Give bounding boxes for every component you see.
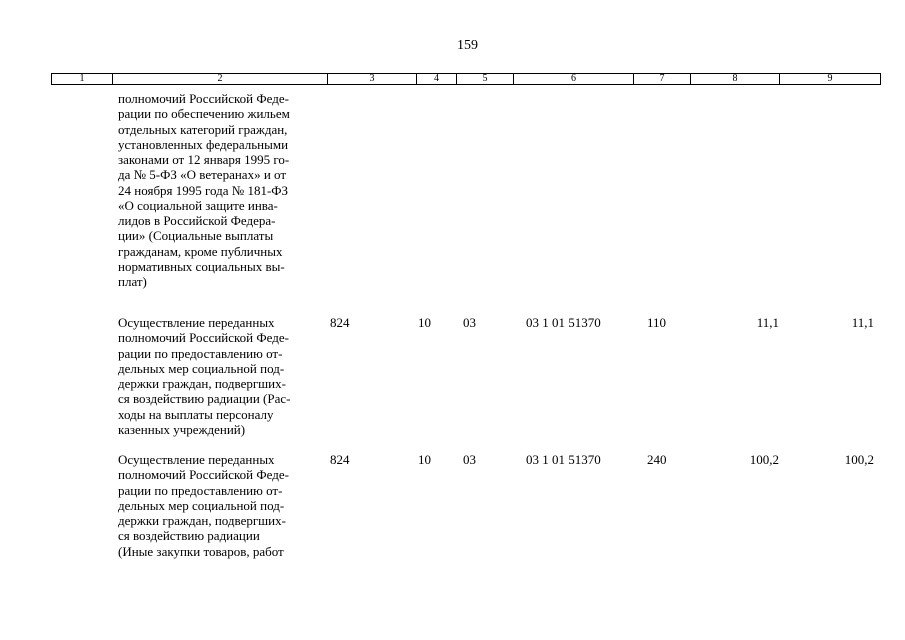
cell-ministry-code: 824 (330, 452, 350, 467)
description-line: казенных учреждений) (118, 421, 246, 437)
column-header-table (51, 73, 881, 85)
description-line: Осуществление переданных (118, 315, 275, 330)
cell-amount-col9: 11,1 (851, 315, 874, 330)
cell-section: 10 (418, 315, 431, 330)
column-header-7: 7 (634, 74, 691, 85)
cell-target-article: 03 1 01 51370 (526, 452, 601, 467)
description-line: отдельных категорий граждан, (118, 121, 288, 137)
cell-amount-col9: 100,2 (844, 452, 874, 467)
page-number: 159 (457, 38, 478, 53)
description-line: (Иные закупки товаров, работ (118, 543, 284, 559)
description-line: рации по предоставлению от- (118, 345, 283, 361)
column-header-1: 1 (52, 74, 113, 85)
description-line: полномочий Российской Феде- (118, 330, 289, 346)
description-line: дельных мер социальной под- (118, 497, 285, 513)
column-header-8: 8 (691, 74, 780, 85)
column-header-2: 2 (113, 74, 328, 85)
column-header-5: 5 (457, 74, 514, 85)
description-line: да № 5-ФЗ «О ветеранах» и от (118, 167, 287, 183)
cell-expense-type: 110 (647, 315, 667, 330)
description-line: нормативных социальных вы- (118, 258, 285, 274)
cell-ministry-code: 824 (330, 315, 350, 330)
description-line: дельных мер социальной под- (118, 360, 285, 376)
description-line: лидов в Российской Федера- (118, 213, 276, 228)
description-line: рации по обеспечению жильем (118, 106, 290, 122)
column-header-6: 6 (514, 74, 634, 85)
description-line: 24 ноября 1995 года № 181-ФЗ (118, 182, 289, 198)
description-line: Осуществление переданных (118, 452, 275, 467)
description-line: ходы на выплаты персоналу (118, 406, 274, 422)
cell-section: 10 (418, 452, 431, 467)
description-line: ции» (Социальные выплаты (118, 228, 274, 244)
column-header-3: 3 (328, 74, 417, 85)
description-line: ся воздействию радиации (118, 528, 260, 544)
column-header-9: 9 (780, 74, 881, 85)
description-line: рации по предоставлению от- (118, 482, 283, 498)
cell-subsection: 03 (463, 452, 476, 467)
description-line: ся воздействию радиации (Рас- (118, 391, 291, 407)
description-line: держки граждан, подвергших- (118, 376, 286, 391)
description-line: плат) (118, 274, 147, 289)
cell-expense-type: 240 (647, 452, 667, 467)
row-description (118, 91, 330, 289)
column-header-4: 4 (417, 74, 457, 85)
description-line: установленных федеральными (118, 136, 289, 152)
cell-amount-col8: 100,2 (749, 452, 779, 467)
description-line: законами от 12 января 1995 го- (118, 152, 290, 167)
column-header-row (52, 74, 881, 85)
description-line: полномочий Российской Феде- (118, 91, 289, 106)
description-line: полномочий Российской Феде- (118, 467, 289, 483)
cell-amount-col8: 11,1 (756, 315, 779, 330)
cell-subsection: 03 (463, 315, 476, 330)
row-description (118, 315, 330, 437)
description-line: гражданам, кроме публичных (118, 243, 283, 259)
description-line: «О социальной защите инва- (118, 197, 278, 213)
description-line: держки граждан, подвергших- (118, 513, 286, 528)
cell-target-article: 03 1 01 51370 (526, 315, 601, 330)
row-description (118, 452, 330, 559)
